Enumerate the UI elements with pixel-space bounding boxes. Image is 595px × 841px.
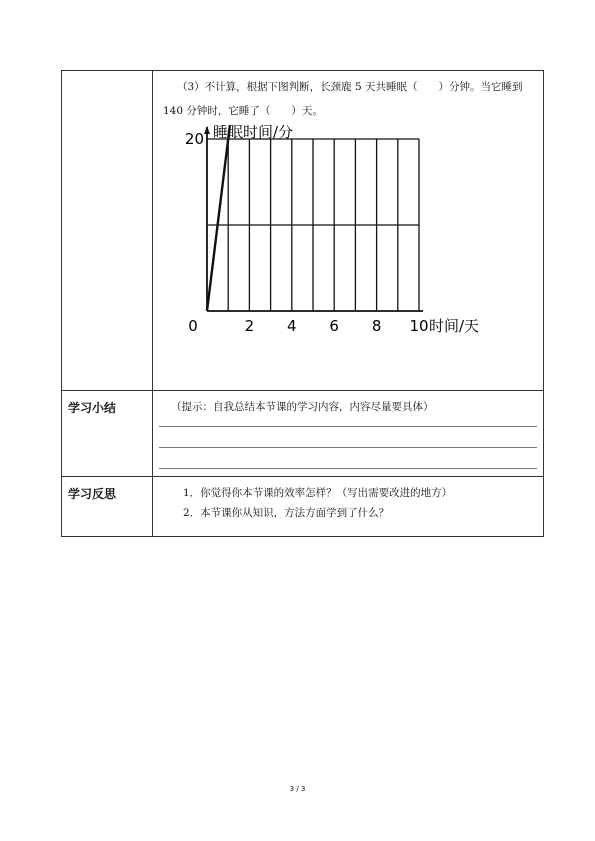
x-tick-label: 6 [329, 317, 339, 335]
empty-label-cell [62, 71, 153, 391]
worksheet-table [61, 70, 544, 537]
x-axis-label: 时间/天 [429, 317, 480, 335]
page-number: 3 / 3 [289, 785, 306, 793]
reflection-label: 学习反思 [62, 477, 153, 537]
y-axis-label: 睡眠时间/分 [213, 125, 294, 141]
x-tick-label: 0 [188, 317, 198, 335]
sleep-chart [175, 125, 515, 347]
y-tick-label: 20 [184, 130, 204, 148]
summary-label: 学习小结 [62, 391, 153, 477]
writing-line [159, 426, 537, 427]
summary-cell [153, 391, 544, 477]
x-tick-label: 8 [371, 317, 382, 335]
writing-line [159, 447, 537, 448]
question-text: （3）不计算，根据下图判断，长颈鹿 5 天共睡眠（ ）分钟。当它睡到 140 分钟时，它睡了（ ）天。 [163, 81, 523, 117]
writing-line [159, 468, 537, 469]
reflection-item: 1．你觉得你本节课的效率怎样？（写出需要改进的地方） [183, 487, 453, 499]
summary-hint: （提示：自我总结本节课的学习内容，内容尽量要具体） [171, 401, 434, 413]
y-axis-arrow [204, 126, 210, 134]
x-tick-label: 10 [409, 317, 429, 335]
x-tick-label: 2 [244, 317, 255, 335]
reflection-cell [153, 477, 544, 537]
x-tick-label: 4 [287, 317, 297, 335]
question-cell [153, 71, 544, 391]
sleep-chart-svg [175, 125, 515, 347]
reflection-item: 2．本节课你从知识，方法方面学到了什么？ [183, 507, 390, 519]
